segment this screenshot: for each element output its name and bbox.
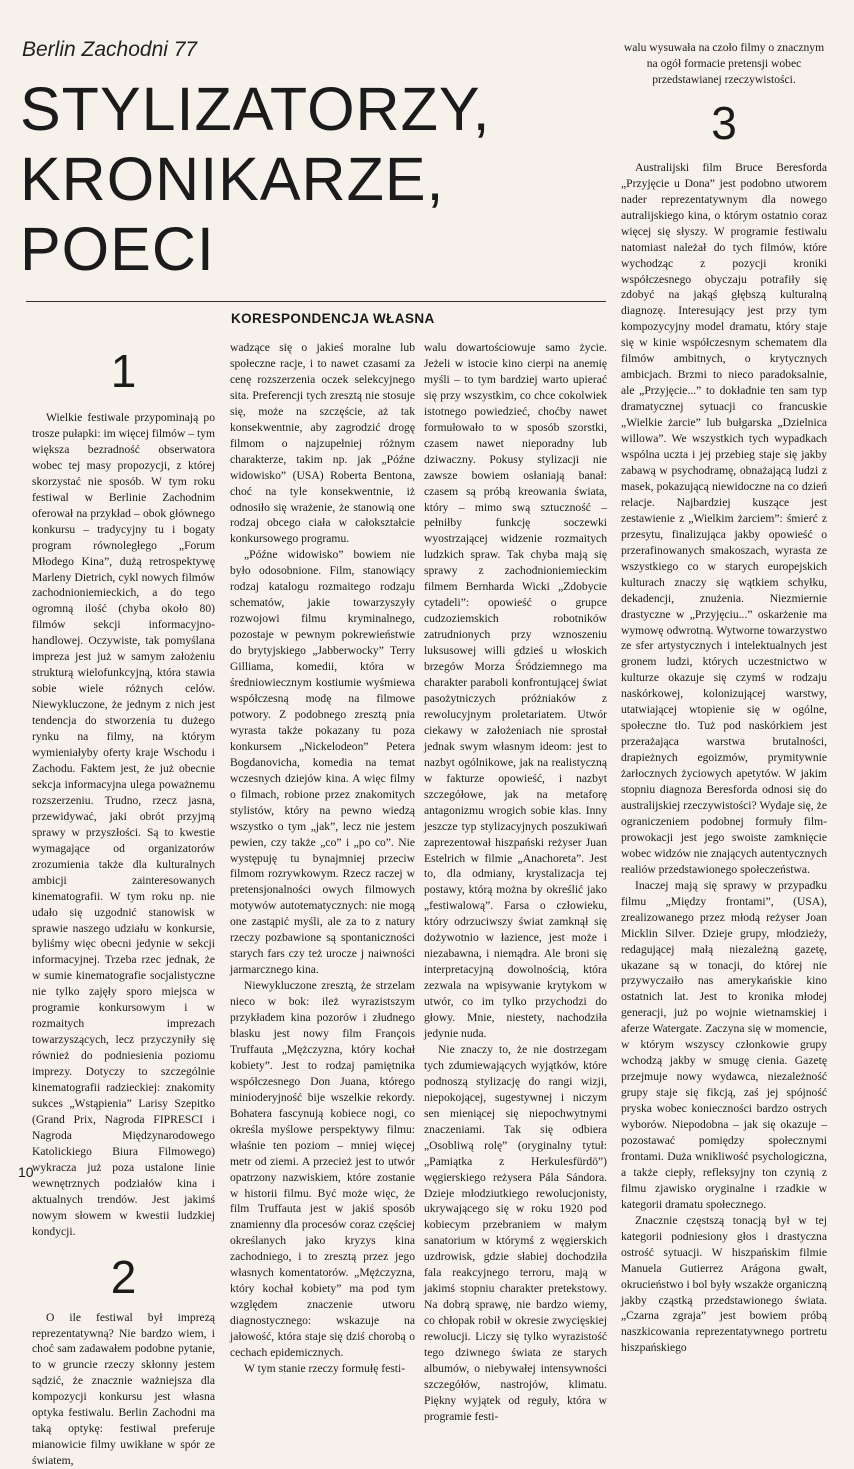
section-number-2: 2	[110, 1250, 137, 1303]
paragraph: walu wysuwała na czoło filmy o znacznym na ogół formacie pretensji wobec przedstawianej rzeczywistości.	[623, 41, 825, 86]
paragraph: Inaczej mają się sprawy w przypadku filmu „Między frontami”, (USA), zrealizowanego przez młodą reżyser Joan Micklin Silver. Dzieje grupy, młodzieży, redagującej małą niezależną gazetę, ukazane są w tonacji, do której nie przywyczaiło nas amerykańskie kino ostatnich lat. Jest to kronika młodej generacji, już po wojnie wietnamskiej i aferze Watergate. Zaczyna się w momencie, w którym wszyscy członkowie grupy wchodzą jakby w smugę cienia. Gazetę przejmuje nowy wydawca, niezależność grupy staje się fikcją, zaś jej spójność pryska wobec konieczności bardzo ostrych wyborów. Niepodobna – jak się okazuje – pozostawać pomiędzy społecznymi frontami. Duża wnikliwość psychologiczna, a także ciepły, refleksyjny ton czynią z filmu zjawisko oryginalne i rzadkie w kategorii dramatu społecznego.	[621, 878, 827, 1211]
page-number: 10	[18, 1164, 34, 1180]
paragraph: walu dowartościowuje samo życie. Jeżeli w istocie kino cierpi na anemię myśli – to tym bardziej warto upierać się przy wszystkim, co chce cokolwiek istotnego powiedzieć, choćby nawet formułowało to w sposób szorstki, czasem nawet nieporadny lub dziwaczny. Pokusy stylizacji nie zawsze bowiem osłaniają banał: czasem są próbą kreowania świata, który – mimo swą sztuczność – pełniłby funkcję soczewki wyostrzającej widzenie rozmaitych ludzkich spraw. Tak chyba mają się sprawy z zachodnioniemieckim filmem Bernharda Wicki „Zdobycie cytadeli”: opowieść o grupce cudzoziemskich robotników zatrudnionych przy wznoszeniu luksusowej willi gdzieś u włoskich brzegów Morza Śródziemnego ma charakter paraboli konfrontującej świat pasożytniczych próżniaków z rewolucyjnym proletariatem. Utwór ciekawy w założeniach nie sprostał jednak swym własnym ideom: jest to nazbyt ogólnikowe, jak na realistyczną w fakturze opowieść, i nazbyt szczegółowe, jak na metaforę antagonizmu wrogich sobie klas. Inny jeszcze typ stylizacyjnych poszukiwań zaprezentował hiszpański reżyser Juan Estelrich w filmie „Anachoreta”. Jest to, dla odmiany, krystalizacja tej postawy, którą można by określić jako „festiwalową”. Farsa o człowieku, który odrzuciwszy świat zamknął się dożywotnio w łazience, jest może i niezabawna, i niemądra. Ale broni się interpretacyjną dowolnością, która zezwala na wpisywanie krytykom w utwór, co im tylko przychodzi do głowy. Mnie, niestety, nachodziła jedynie nuda.	[424, 341, 607, 1040]
title-divider	[26, 301, 606, 302]
byline: KORESPONDENCJA WŁASNA	[231, 311, 435, 326]
paragraph: Niewykluczone zresztą, że strzelam nieco w bok: ileż wyrazistszym przykładem kina pozorów i złudnego blasku jest nowy film François Truffauta „Mężczyzna, który kochał kobiety”. Jest to rodzaj pamiętnika współczesnego Don Juana, którego minioderyjność bije wszelkie rekordy. Bohatera fascynują kobiece nogi, co określa myślowe perspektywy filmu: właśnie ten poziom – mniej więcej metr od ziemi. A przecież jest to utwór opatrzony nazwiskiem, które zostanie w historii filmu. Być może więc, że film Truffauta jest w jakiś sposób znamienny dla procesów coraz częściej określanych jako kryzys kina zachodniego, i to zresztą przez jego własnych komentatorów. „Mężczyzna, który kochał kobiety” ma pod tym względem znaczenie utworu diagnostycznego: wskazuje na jałowość, która staje się dziś chorobą o cechach epidemicznych.	[230, 979, 415, 1360]
paragraph: Nie znaczy to, że nie dostrzegam tych zdumiewających wyjątków, które podnoszą stylizację do rangi wizji, niepokojącej, sugestywnej i niczym sen mieniącej się niepochwytnymi znaczeniami. Tak się odbiera „Osobliwą rolę” (oryginalny tytuł: „Pamiątka z Herkulesfürdö”) węgierskiego reżysera Pála Sándora. Dzieje młodziutkiego rewolucjonisty, ukrywającego się w roku 1920 pod kobiecym przebraniem w małym sanatorium w którymś z węgierskich uzdrowisk, gdzie słabiej dochodziła fala reakcyjnego terroru, mają w jakimś stopniu charakter pretekstowy. Na dobrą sprawę, nie bardzo wiemy, co chłopak robił w okresie zwycięskiej rewolucji. Liczy się tylko wyrazistość tego dziwnego świata ze starych albumów, o niebywałej intensywności szczegółów, nastrojów, klimatu. Piękny wyjątek od reguły, która w programie festi-	[424, 1042, 607, 1423]
column-3	[424, 340, 607, 1423]
paragraph: wadzące się o jakieś moralne lub społeczne racje, i to nawet czasami za cenę rozszerzenia oczek selekcyjnego sita. Preferencji tych zresztą nie stosuje się, może na szczęście, aż tak konsekwentnie, aby zagrodzić drogę filmom o najzupełniej różnym charakterze, takim np. jak „Późne widowisko” (USA) Roberta Bentona, choć na tyle konsekwentnie, iż odnosiło się wrażenie, że stanowią one rodzaj obcego ciała w całokształcie konkursowego programu.	[230, 341, 415, 546]
title-line-2: KRONIKARZE,	[20, 145, 445, 213]
paragraph: Australijski film Bruce Beresforda „Przyjęcie u Dona” jest podobno utworem nader reprezentatywnym dla nowego autralijskiego kina, o którym ostatnio coraz więcej się słyszy. W programie festiwalu natomiast należał do tych filmów, które wychodząc z pozycji kroniki współczesnego obyczaju potrafiły się zdobyć na jakąś głębszą kulturalną diagnozę. Interesujący jest przy tym kompozycyjny model dramatu, który staje się w kinie współczesnym schematem dla filmów ambitnych, o krytycznych ambicjach. Brzmi to nieco paradoksalnie, ale „Przyjęcie...” to dokładnie ten sam typ dramatycznej sytuacji co francuskie „Wielkie żarcie” lub bułgarska „Dzielnica willowa”. We wszystkich tych wypadkach wspólna uczta i jej przebieg staje się jakby zabawą w psychodramę, obnażającą ludzi z masek, pokazującą niewidoczne na co dzień relacje. Najbardziej kuszące jest zestawienie z „Wielkim żarciem”: śmierć z przesytu, finalizująca jakby opowieść o przerafinowanych smakoszach, wyrasta ze wszystkiego co w starych europejskich kulturach znaczy się wątkiem schyłku, dekadencji, znużenia. Niezmiernie drastyczne w „Przyjęciu...” oskarżenie ma wymowę odwrotną. Wytworne towarzystwo ze sfer artystycznych i intelektualnych jest gronem ludzi, których uczestnictwo w kulturze okazuje się czymś w rodzaju naskórkowej, kolonizującej warstwy, utatwiającej wtopienie się w ogólne, społeczne tło. Tuż pod naskórkiem jest przerażająca warstwa brutalności, drapieżnych egoizmów, prymitywnie żarłocznych życiowych apetytów. W jakim stopniu diagnoza Beresforda odnosi się do australijskiej rzeczywistości? Wydaje się, że ograniczeniem podobnej formuły film-prowokacji jest jego swoiste zamknięcie wobec widzów nie znających autentycznych realiów przedstawionego społeczeństwa.	[621, 160, 828, 876]
paragraph: O ile festiwal był imprezą reprezentatywną? Nie bardzo wiem, i choć sam zadawałem podobne pytanie, to w gruncie rzeczy skłonny jestem sądzić, że znacznie ważniejsza dla kompozycji konkursu jest własna optyka festiwalu. Berlin Zachodni ma taką optykę: festiwal preferuje mianowicie filmy uwikłane w spór ze światem,	[32, 1310, 215, 1468]
section-number-1: 1	[110, 345, 137, 397]
column-4	[621, 40, 828, 1355]
title-line-1: STYLIZATORZY,	[20, 75, 491, 143]
section-kicker: Berlin Zachodni 77	[22, 38, 198, 61]
column-1	[32, 340, 215, 1468]
paragraph: Wielkie festiwale przypominają po trosze pułapki: im więcej filmów – tym większa bezradność obserwatora wobec tej masy propozycji, z której skorzystać nie sposób. W tym roku festiwal w Berlinie Zachodnim oferował na przykład – obok głównego konkursu – tradycyjny tu i bogaty program równoległego „Forum Młodego Kina”, dużą retrospektywę Marleny Dietrich, cykl nowych filmów zachodnioniemieckich, a do tego ogromną ilość (chyba około 80) filmów sekcji informacyjno-handlowej. Oczywiste, tak pomyślana impreza jest już w samym założeniu strukturą wielofunkcyjną, która stawia sobie wiele różnych celów. Niewykluczone, że jednym z nich jest tendencja do stworzenia tu dużego rynku na filmy, na którym wymieniałyby oferty kraje Wschodu i Zachodu. Faktem jest, że już obecnie sekcja informacyjna ulega poważnemu rozszerzeniu. Trudno, rzecz jasna, przewidywać, jaki obrót przyjmą sprawy w przyszłości. Są to kwestie wymagające od organizatorów zrozumienia także dla kulturalnych ambicji zainteresowanych kinematografii. W tym roku np. nie udało się uzgodnić stanowisk w sprawie naszego udziału w konkursie, byliśmy więc obecni jedynie w sekcji informacyjnej. Trzeba rzec jednak, że w sumie kinematografie socjalistyczne nie tylko zajęły sporo miejsca w programie konkursowym i w rozmaitych imprezach towarzyszących, lecz przyczyniły się również do podniesienia poziomu imprezy. Dotyczy to szczególnie kinematografii radzieckiej: znakomity sukces „Wstąpienia” Larisy Szepitko (Grand Prix, Nagroda FIPRESCI i Nagroda Międzynarodowego Katolickiego Biura Filmowego) wykracza już poza ustalone linie wewnętrznych podziałów kina i aktualnych trendów. Jest jakimś nowym słowem w kwestii ludzkiej kondycji.	[32, 411, 215, 1238]
title-line-3: POECI	[20, 215, 215, 283]
article-title	[20, 74, 610, 284]
section-number-3: 3	[711, 96, 737, 149]
paragraph: W tym stanie rzeczy formułę festi-	[244, 1362, 406, 1375]
paragraph: „Późne widowisko” bowiem nie było odosobnione. Film, stanowiący rodzaj katalogu rozmaitego rodzaju schematów, jakie towarzyszyły rozwojowi filmu kryminalnego, pozostaje w pewnym pokrewieństwie do brytyjskiego „Jabberwocky” Terry Gilliama, komedii, która w średniowiecznym kostiumie wyśmiewa współczesną modę na filmowe potwory. Z podobnego zresztą pnia wyrasta także pokazany tu poza konkursem „Nickelodeon” Petera Bogdanovicha, komedia na temat wczesnych dziejów kina. A więc filmy o filmach, robione przez znakomitych stylistów, który na pewno wiedzą wszystko o tym „jak”, lecz nie jestem pewien, czy także „co” i „po co”. Nie występuję tu bynajmniej przeciw filmom rozrywkowym. Rzecz raczej w pretensjonalności owych filmowych motywów autotematycznych: nie mogą one zastąpić myśli, ale za to z natury rzeczy pozbawione są spontaniczności starych fars czy też urocze j naiwności jarmarcznego kina.	[230, 548, 415, 977]
column-2	[230, 340, 415, 1375]
paragraph: Znacznie częstszą tonacją był w tej kategorii podniesiony głos i drastyczna ostrość sytuacji. W hiszpańskim filmie Manuela Gutierrez Arágona gwałt, okrucieństwo i bol były wszakże organiczną jakby cząstką przedstawionego świata. „Czarna zgraja” jest bowiem próbą naszkicowania reprezentatywnego portretu hiszpańskiego	[621, 1213, 827, 1355]
